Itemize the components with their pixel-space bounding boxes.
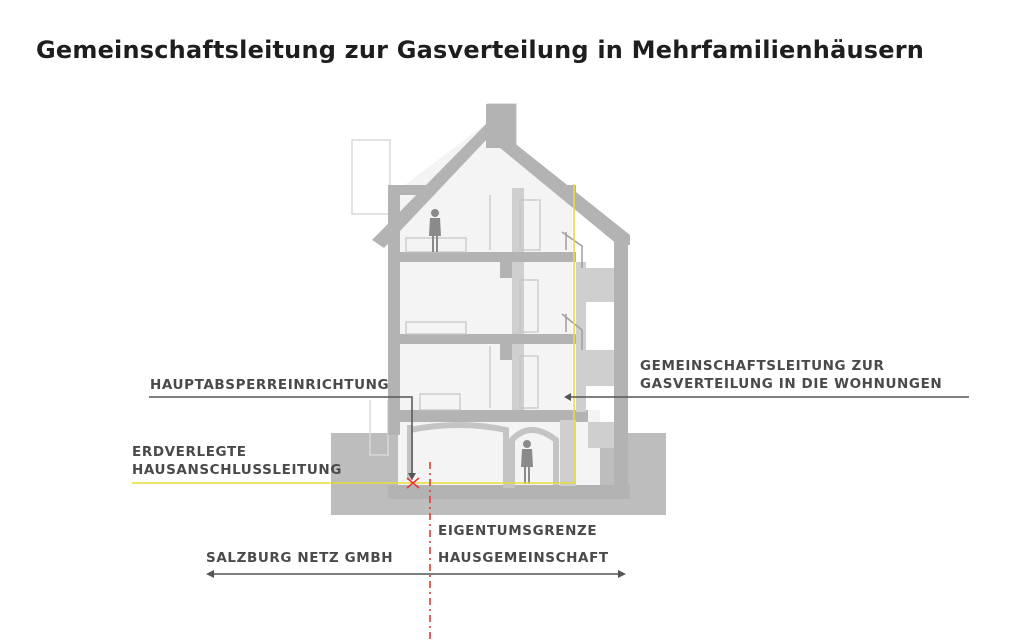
label-community-line-1: GEMEINSCHAFTSLEITUNG ZUR (640, 358, 885, 374)
label-service-line-1: ERDVERLEGTE (132, 444, 247, 460)
label-community-line-2: GASVERTEILUNG IN DIE WOHNUNGEN (640, 376, 943, 392)
arrowhead (206, 570, 214, 578)
label-left-owner: SALZBURG NETZ GMBH (206, 550, 394, 566)
page-title: Gemeinschaftsleitung zur Gasverteilung in Mehrfamilienhäusern (36, 36, 925, 64)
label-service-line-2: HAUSANSCHLUSSLEITUNG (132, 462, 343, 478)
arrowhead (618, 570, 626, 578)
label-property-boundary: EIGENTUMSGRENZE (438, 523, 598, 539)
label-right-owner: HAUSGEMEINSCHAFT (438, 550, 609, 566)
label-main-shutoff: HAUPTABSPERREINRICHTUNG (150, 377, 390, 393)
